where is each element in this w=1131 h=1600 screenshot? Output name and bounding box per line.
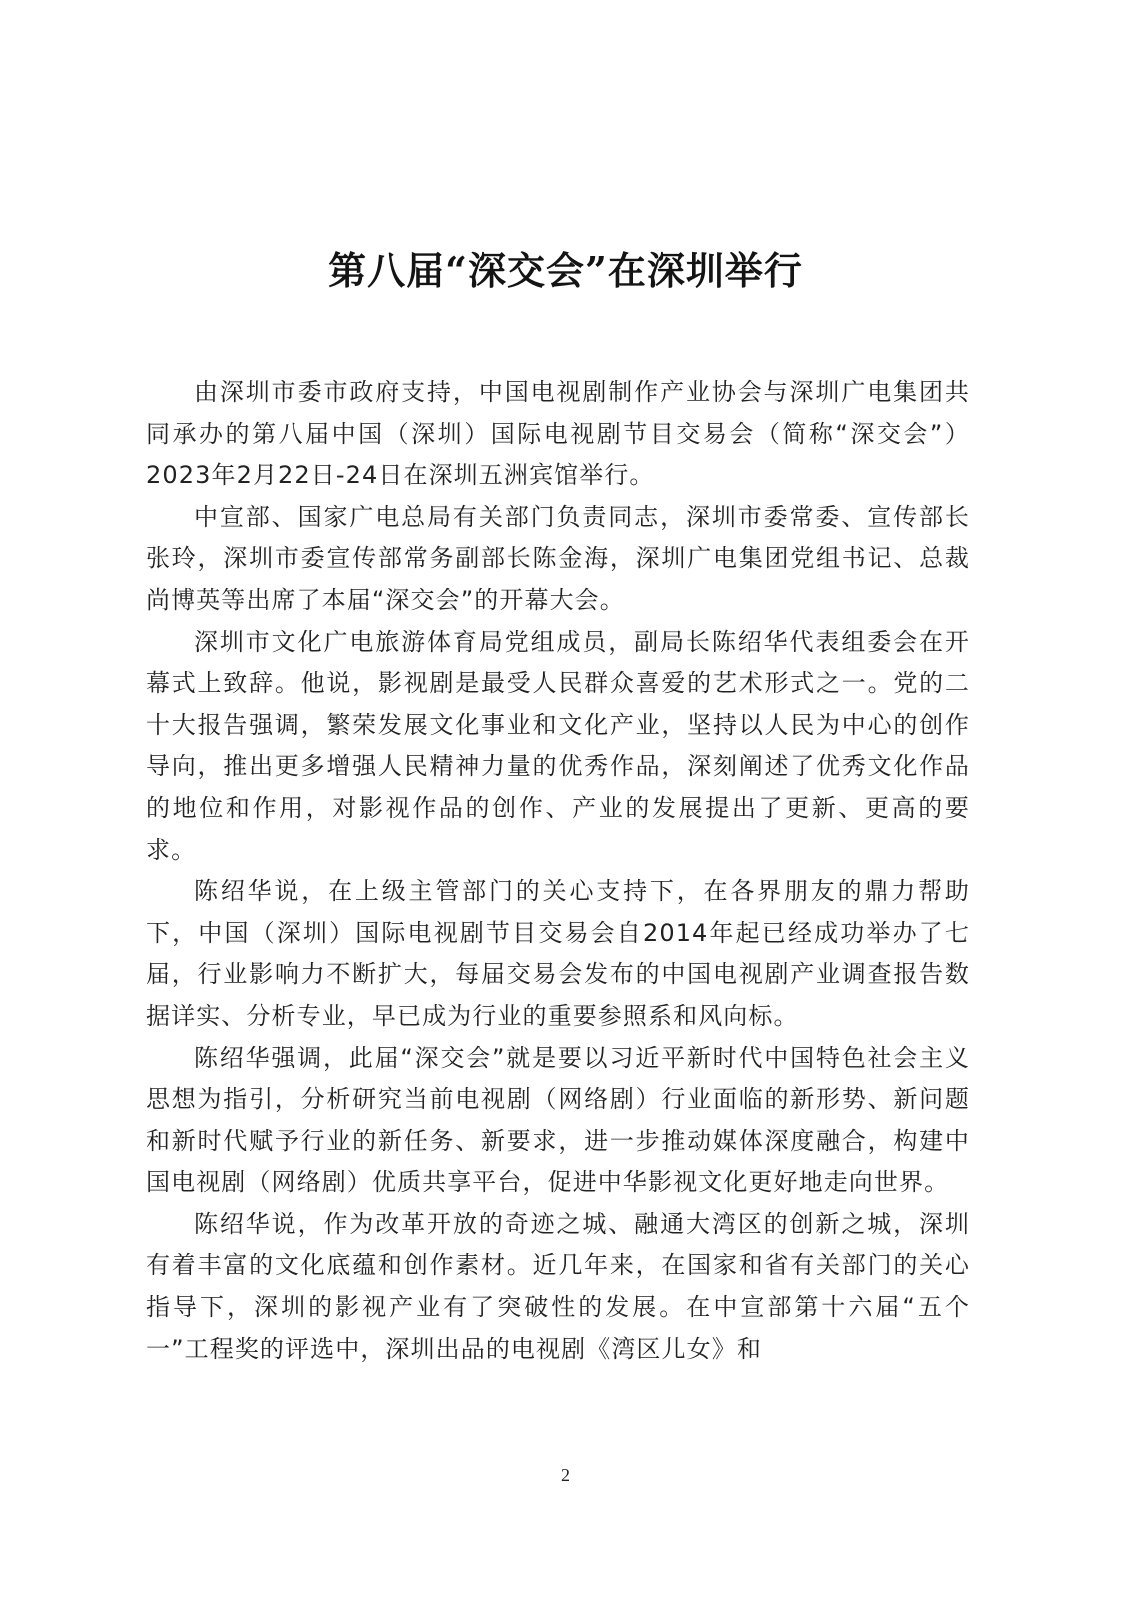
paragraph: 中宣部、国家广电总局有关部门负责同志，深圳市委常委、宣传部长张玲，深圳市委宣传部常务副部长陈金海，深圳广电集团党组书记、总裁尚博英等出席了本届“深交会”的开幕大会。 [146, 502, 970, 614]
paragraph: 陈绍华强调，此届“深交会”就是要以习近平新时代中国特色社会主义思想为指引，分析研究当前电视剧（网络剧）行业面临的新形势、新问题和新时代赋予行业的新任务、新要求，进一步推动媒体深度融合，构建中国电视剧（网络剧）优质共享平台，促进中华影视文化更好地走向世界。 [146, 1043, 970, 1197]
paragraph: 陈绍华说，作为改革开放的奇迹之城、融通大湾区的创新之城，深圳有着丰富的文化底蕴和创作素材。近几年来，在国家和省有关部门的关心指导下，深圳的影视产业有了突破性的发展。在中宣部第十六届“五个一”工程奖的评选中，深圳出品的电视剧《湾区儿女》和 [146, 1209, 970, 1363]
page-title: 第八届“深交会”在深圳举行 [328, 248, 803, 293]
paragraph: 深圳市文化广电旅游体育局党组成员，副局长陈绍华代表组委会在开幕式上致辞。他说，影视剧是最受人民群众喜爱的艺术形式之一。党的二十大报告强调，繁荣发展文化事业和文化产业，坚持以人民为中心的创作导向，推出更多增强人民精神力量的优秀作品，深刻阐述了优秀文化作品的地位和作用，对影视作品的创作、产业的发展提出了更新、更高的要求。 [146, 627, 970, 864]
paragraph: 陈绍华说，在上级主管部门的关心支持下，在各界朋友的鼎力帮助下，中国（深圳）国际电视剧节目交易会自2014年起已经成功举办了七届，行业影响力不断扩大，每届交易会发布的中国电视剧产业调查报告数据详实、分析专业，早已成为行业的重要参照系和风向标。 [146, 877, 970, 1030]
page-number: 2 [561, 1465, 570, 1485]
paragraph: 由深圳市委市政府支持，中国电视剧制作产业协会与深圳广电集团共同承办的第八届中国（深圳）国际电视剧节目交易会（简称“深交会”）2023年2月22日-24日在深圳五洲宾馆举行。 [146, 378, 970, 490]
article-body [146, 372, 970, 1370]
